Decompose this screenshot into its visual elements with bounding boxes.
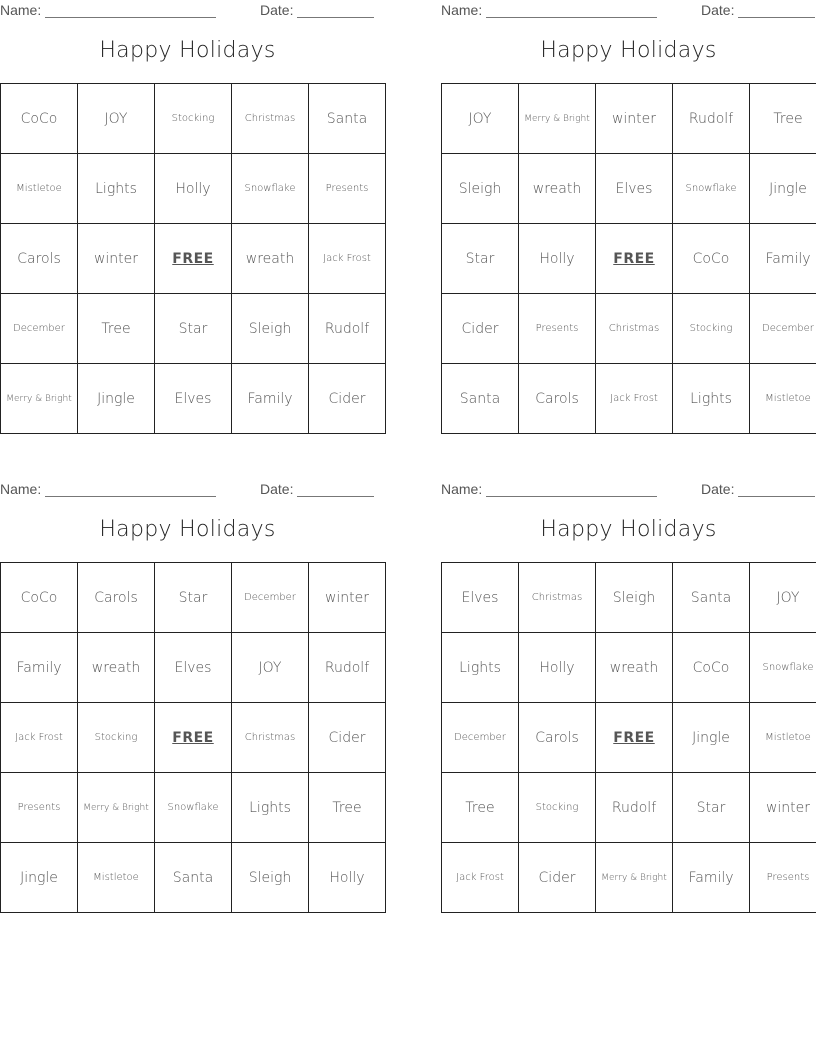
bingo-cell: Family (750, 224, 816, 294)
bingo-cell: Presents (750, 843, 816, 913)
bingo-cell: December (232, 563, 309, 633)
bingo-cell: Jack Frost (442, 843, 519, 913)
bingo-row (442, 364, 816, 434)
bingo-row (442, 224, 816, 294)
date-label: Date: (260, 481, 294, 497)
bingo-cell: Lights (232, 773, 309, 843)
bingo-cell: CoCo (1, 84, 78, 154)
date-label-group (260, 481, 374, 497)
date-label-group (701, 2, 815, 18)
bingo-cell: Christmas (232, 703, 309, 773)
bingo-cell: Sleigh (596, 563, 673, 633)
bingo-cell: CoCo (1, 563, 78, 633)
bingo-cell: Snowflake (750, 633, 816, 703)
bingo-cell: Sleigh (442, 154, 519, 224)
bingo-cell: Carols (519, 703, 596, 773)
bingo-cell: Snowflake (155, 773, 232, 843)
bingo-cell: JOY (442, 84, 519, 154)
bingo-cell: Star (155, 294, 232, 364)
bingo-cell: Tree (309, 773, 386, 843)
bingo-cell: Rudolf (673, 84, 750, 154)
bingo-row (442, 154, 816, 224)
bingo-cell: Carols (519, 364, 596, 434)
card-header (441, 2, 816, 20)
bingo-cell: Jingle (1, 843, 78, 913)
free-space: FREE (155, 703, 232, 773)
card-title: Happy Holidays (540, 517, 717, 542)
bingo-cell: Family (673, 843, 750, 913)
card-title: Happy Holidays (99, 38, 276, 63)
bingo-cell: Rudolf (309, 294, 386, 364)
bingo-row (1, 773, 386, 843)
name-blank-line (45, 483, 216, 497)
bingo-cell: Tree (442, 773, 519, 843)
bingo-row (1, 703, 386, 773)
bingo-cell: Presents (1, 773, 78, 843)
bingo-cell: December (442, 703, 519, 773)
bingo-cell: Snowflake (232, 154, 309, 224)
bingo-cell: Holly (155, 154, 232, 224)
bingo-cell: JOY (78, 84, 155, 154)
bingo-cell: Jingle (673, 703, 750, 773)
bingo-cell: winter (596, 84, 673, 154)
bingo-cell: Presents (309, 154, 386, 224)
bingo-cell: Elves (155, 364, 232, 434)
bingo-cell: Christmas (596, 294, 673, 364)
bingo-cell: Rudolf (596, 773, 673, 843)
bingo-card (0, 479, 375, 919)
name-label: Name: (0, 481, 42, 497)
bingo-cell: wreath (519, 154, 596, 224)
name-label: Name: (441, 481, 483, 497)
bingo-cell: December (1, 294, 78, 364)
name-label-group (0, 2, 216, 18)
bingo-row (442, 773, 816, 843)
bingo-row (1, 364, 386, 434)
bingo-cell: Christmas (519, 563, 596, 633)
bingo-cell: Merry & Bright (596, 843, 673, 913)
bingo-cell: Cider (309, 703, 386, 773)
bingo-cell: Star (155, 563, 232, 633)
bingo-cell: Star (442, 224, 519, 294)
bingo-cell: Stocking (519, 773, 596, 843)
bingo-cell: Elves (155, 633, 232, 703)
bingo-card (441, 479, 816, 919)
bingo-cell: winter (750, 773, 816, 843)
bingo-row (442, 294, 816, 364)
card-header (0, 481, 375, 499)
bingo-cell: Tree (78, 294, 155, 364)
name-label-group (441, 481, 657, 497)
free-space: FREE (596, 224, 673, 294)
bingo-cell: Family (1, 633, 78, 703)
bingo-cell: winter (78, 224, 155, 294)
date-blank-line (738, 483, 815, 497)
bingo-cell: Mistletoe (750, 364, 816, 434)
bingo-row (442, 563, 816, 633)
bingo-cell: Rudolf (309, 633, 386, 703)
bingo-cell: Holly (309, 843, 386, 913)
name-label: Name: (0, 2, 42, 18)
name-blank-line (45, 4, 216, 18)
date-label-group (260, 2, 374, 18)
bingo-card (0, 0, 375, 440)
bingo-grid (0, 562, 386, 913)
bingo-cell: wreath (596, 633, 673, 703)
bingo-cell: Merry & Bright (78, 773, 155, 843)
bingo-cell: Sleigh (232, 294, 309, 364)
date-label: Date: (260, 2, 294, 18)
bingo-row (1, 224, 386, 294)
bingo-cell: CoCo (673, 633, 750, 703)
bingo-cell: Lights (78, 154, 155, 224)
free-space: FREE (596, 703, 673, 773)
bingo-cell: Jingle (78, 364, 155, 434)
name-blank-line (486, 4, 657, 18)
bingo-cell: Cider (309, 364, 386, 434)
bingo-row (1, 633, 386, 703)
bingo-cell: Family (232, 364, 309, 434)
bingo-card (441, 0, 816, 440)
bingo-cell: Santa (673, 563, 750, 633)
name-blank-line (486, 483, 657, 497)
bingo-cell: JOY (750, 563, 816, 633)
bingo-cell: Presents (519, 294, 596, 364)
bingo-row (1, 563, 386, 633)
bingo-cell: Merry & Bright (1, 364, 78, 434)
bingo-cell: Carols (78, 563, 155, 633)
bingo-cell: Cider (442, 294, 519, 364)
bingo-row (442, 843, 816, 913)
bingo-cell: wreath (78, 633, 155, 703)
card-header (441, 481, 816, 499)
bingo-cell: Christmas (232, 84, 309, 154)
bingo-cell: Star (673, 773, 750, 843)
bingo-cell: Jingle (750, 154, 816, 224)
bingo-row (1, 843, 386, 913)
bingo-cell: Stocking (155, 84, 232, 154)
bingo-cell: Santa (442, 364, 519, 434)
bingo-cell: Santa (309, 84, 386, 154)
bingo-cell: December (750, 294, 816, 364)
bingo-cell: Jack Frost (309, 224, 386, 294)
date-label-group (701, 481, 815, 497)
bingo-grid (441, 562, 816, 913)
date-blank-line (738, 4, 815, 18)
date-label: Date: (701, 2, 735, 18)
bingo-grid (0, 83, 386, 434)
bingo-cell: Mistletoe (78, 843, 155, 913)
date-blank-line (297, 4, 374, 18)
name-label: Name: (441, 2, 483, 18)
bingo-cell: Cider (519, 843, 596, 913)
bingo-cell: JOY (232, 633, 309, 703)
bingo-cell: Holly (519, 224, 596, 294)
name-label-group (441, 2, 657, 18)
bingo-row (442, 84, 816, 154)
bingo-cell: Jack Frost (1, 703, 78, 773)
bingo-cell: wreath (232, 224, 309, 294)
bingo-cell: winter (309, 563, 386, 633)
bingo-cell: Jack Frost (596, 364, 673, 434)
date-label: Date: (701, 481, 735, 497)
card-title: Happy Holidays (99, 517, 276, 542)
bingo-cell: Stocking (673, 294, 750, 364)
free-space: FREE (155, 224, 232, 294)
bingo-cell: CoCo (673, 224, 750, 294)
bingo-cell: Lights (442, 633, 519, 703)
bingo-row (1, 84, 386, 154)
bingo-cell: Stocking (78, 703, 155, 773)
bingo-cell: Holly (519, 633, 596, 703)
bingo-cell: Lights (673, 364, 750, 434)
name-label-group (0, 481, 216, 497)
bingo-cell: Snowflake (673, 154, 750, 224)
card-header (0, 2, 375, 20)
bingo-cell: Mistletoe (1, 154, 78, 224)
card-title: Happy Holidays (540, 38, 717, 63)
bingo-cell: Mistletoe (750, 703, 816, 773)
bingo-cell: Tree (750, 84, 816, 154)
bingo-cell: Elves (442, 563, 519, 633)
bingo-cell: Carols (1, 224, 78, 294)
bingo-row (1, 294, 386, 364)
bingo-row (1, 154, 386, 224)
bingo-cell: Merry & Bright (519, 84, 596, 154)
date-blank-line (297, 483, 374, 497)
bingo-cell: Santa (155, 843, 232, 913)
bingo-cell: Elves (596, 154, 673, 224)
bingo-row (442, 633, 816, 703)
bingo-grid (441, 83, 816, 434)
bingo-cell: Sleigh (232, 843, 309, 913)
bingo-row (442, 703, 816, 773)
